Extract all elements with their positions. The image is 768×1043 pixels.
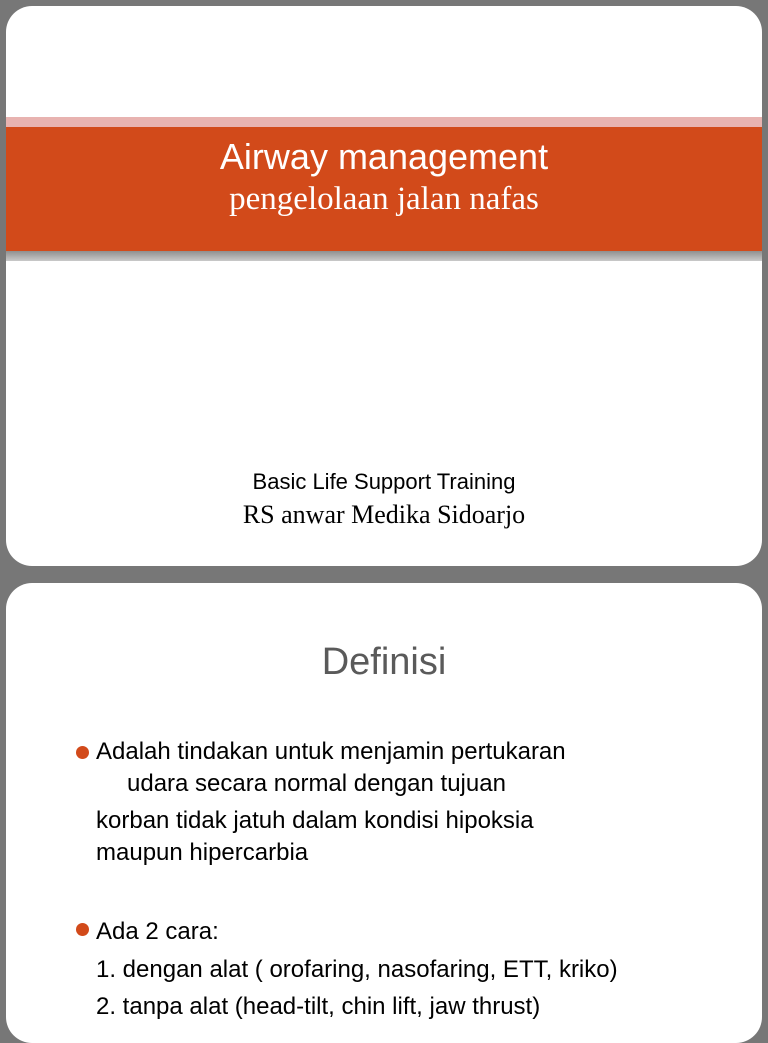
bullet-dot xyxy=(76,746,89,759)
organization-name: RS anwar Medika Sidoarjo xyxy=(242,500,526,529)
title-slide xyxy=(6,6,762,566)
bullet-text: Ada 2 cara: xyxy=(96,918,219,945)
title-band-shadow xyxy=(6,251,762,261)
bullet-dot xyxy=(76,923,89,936)
title-band-top-stripe xyxy=(6,117,762,127)
list-item: 1. dengan alat ( orofaring, nasofaring, ETT, kriko) xyxy=(96,956,618,983)
slide-subtitle: pengelolaan jalan nafas xyxy=(229,181,539,217)
definition-slide xyxy=(6,583,762,1043)
slide-heading: Definisi xyxy=(321,641,447,683)
bullet-text: udara secara normal dengan tujuan xyxy=(127,770,506,797)
slide-title: Airway management xyxy=(219,136,549,177)
bullet-text: Adalah tindakan untuk menjamin pertukaran xyxy=(96,738,566,765)
bullet-text: maupun hipercarbia xyxy=(96,839,309,866)
bullet-text: korban tidak jatuh dalam kondisi hipoksia xyxy=(96,807,534,834)
title-block xyxy=(6,135,762,219)
list-item: 2. tanpa alat (head-tilt, chin lift, jaw thrust) xyxy=(96,993,541,1020)
presenter-block xyxy=(6,467,762,533)
event-name: Basic Life Support Training xyxy=(252,469,516,494)
